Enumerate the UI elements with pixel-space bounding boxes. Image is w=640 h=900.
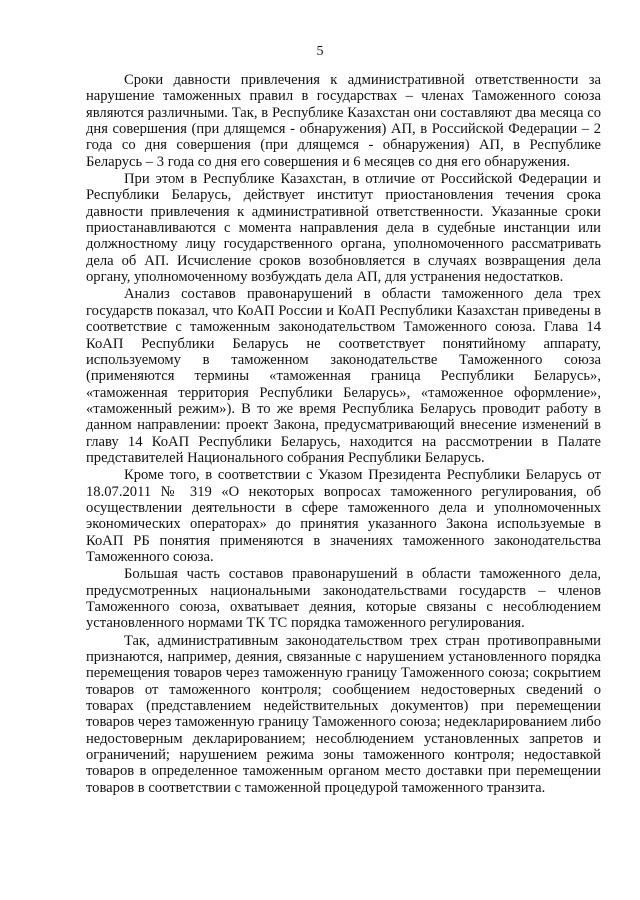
paragraph-unlawful-acts: Так, административным законодательством трех стран противоправными признаются, например, деяния, связанные с нарушением установленного порядка перемещения товаров через таможенную границу Таможенного союза; сокрытием товаров от таможенного контроля; сообщением недостоверных сведений о товарах (представлением недействительных документов) при перемещении товаров через таможенную границу Таможенного союза; недекларированием либо недостоверным декларированием; несоблюдением установленных запретов и ограничений; нарушением режима зоны таможенного контроля; недоставкой товаров в определенное таможенным органом место доставки при перемещении товаров в соответствии с таможенной процедурой таможенного транзита.: [86, 632, 601, 796]
paragraph-statute-of-limitations: Сроки давности привлечения к административной ответственности за нарушение таможенных правил в государствах – членах Таможенного союза являются различными. Так, в Республике Казахстан они составляют два месяца со дня совершения (при длящемся - обнаружения) АП, в Российской Федерации – 2 года со дня совершения (при длящемся - обнаружения) АП, в Республике Беларусь – 3 года со дня его совершения и 6 месяцев со дня его обнаружения.: [86, 72, 601, 170]
paragraph-majority-of-offences: Большая часть составов правонарушений в области таможенного дела, предусмотренных национальными законодательствами государств – членов Таможенного союза, охватывает деяния, которые связаны с несоблюдением установленного нормами ТК ТС порядка таможенного регулирования.: [86, 566, 601, 632]
paragraph-presidential-decree: Кроме того, в соответствии с Указом Президента Республики Беларусь от 18.07.2011 № 319 «О некоторых вопросах таможенного регулирования, об осуществлении деятельности в сфере таможенного дела и уполномоченных экономических операторах» до принятия указанного Закона используемые в КоАП РБ понятия применяются в значениях таможенного законодательства Таможенного союза.: [86, 467, 601, 565]
paragraph-analysis-of-offences: Анализ составов правонарушений в области таможенного дела трех государств показал, что КоАП России и КоАП Республики Казахстан приведены в соответствие с таможенным законодательством Таможенного союза. Глава 14 КоАП Республики Беларусь не соответствует понятийному аппарату, используемому в таможенном законодательстве Таможенного союза (применяются термины «таможенная граница Республики Беларусь», «таможенная территория Республики Беларусь», «таможенное оформление», «таможенный режим»). В то же время Республика Беларусь проводит работу в данном направлении: проект Закона, предусматривающий внесение изменений в главу 14 КоАП Республики Беларусь, находится на рассмотрении в Палате представителей Национального собрания Республики Беларусь.: [86, 286, 601, 466]
document-body: [86, 72, 601, 797]
page-number: 5: [316, 44, 324, 59]
paragraph-suspension-institute: При этом в Республике Казахстан, в отличие от Российской Федерации и Республики Беларусь, действует институт приостановления течения срока давности привлечения к административной ответственности. Указанные сроки приостанавливаются с момента направления дела в судебные инстанции или должностному лицу государственного органа, уполномоченного рассматривать дела об АП. Исчисление сроков возобновляется в случаях возвращения дела органу, уполномоченному возбуждать дела АП, для устранения недостатков.: [86, 171, 601, 286]
